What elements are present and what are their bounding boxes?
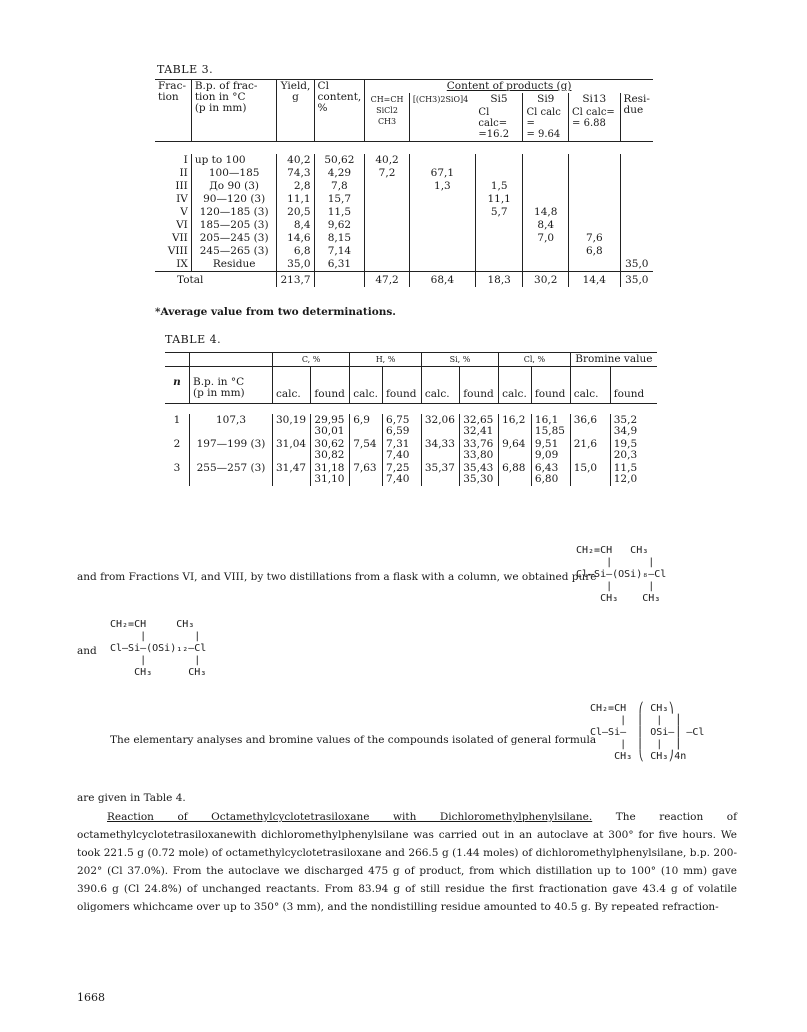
t3-cell-content xyxy=(365,193,410,206)
t4-cell-br-calc: 36,6 xyxy=(570,414,610,438)
t3-cell-content xyxy=(365,232,410,245)
t4-cell-cl-found: 16,1 15,85 xyxy=(531,414,570,438)
t4-header-si-calc: calc. xyxy=(421,367,459,404)
t4-cell-si-calc: 34,33 xyxy=(421,438,459,462)
t3-cell-content xyxy=(475,232,523,245)
t3-cell-content xyxy=(409,258,475,272)
t3-cell-bp: 205—245 (3) xyxy=(191,232,277,245)
t3-cell-bp: Residue xyxy=(191,258,277,272)
t3-cell-cl: 50,62 xyxy=(314,154,365,167)
t3-cell-content xyxy=(620,193,653,206)
t4-cell-cl-found: 6,43 6,80 xyxy=(531,462,570,486)
t3-total-yield: 213,7 xyxy=(277,272,314,288)
t3-cell-content xyxy=(523,167,569,180)
t3-header-siloxane: [(CH3)2SiO]4 xyxy=(412,95,469,104)
t3-total-c6: 35,0 xyxy=(620,272,653,288)
and-word: and xyxy=(77,645,97,657)
reaction-heading: Reaction of Octamethylcyclotetrasiloxane with Dichloromethylphenylsilane. xyxy=(107,811,593,823)
t4-cell-br-calc: 15,0 xyxy=(570,462,610,486)
t3-row xyxy=(155,206,653,219)
t3-cell-content xyxy=(409,219,475,232)
t3-header-residue: Resi- due xyxy=(620,93,653,142)
t3-cell-content xyxy=(620,180,653,193)
t4-header-h-calc: calc. xyxy=(350,367,383,404)
t3-row xyxy=(155,180,653,193)
t3-cell-content xyxy=(409,193,475,206)
t3-cell-content: 67,1 xyxy=(409,167,475,180)
t4-cell-cl-found: 9,51 9,09 xyxy=(531,438,570,462)
t3-total-c5: 14,4 xyxy=(569,272,621,288)
t3-cell-content xyxy=(620,167,653,180)
table3 xyxy=(155,79,653,287)
t3-cell-content xyxy=(475,245,523,258)
t4-header-c: C, % xyxy=(273,353,350,367)
t4-cell-cl-calc: 16,2 xyxy=(499,414,532,438)
fractions-sentence: and from Fractions VI, and VIII, by two distillations from a flask with a column, we obtained pure xyxy=(77,571,597,583)
t3-cell-content xyxy=(523,193,569,206)
t4-cell-br-found: 11,5 12,0 xyxy=(610,462,657,486)
t3-cell-content xyxy=(475,167,523,180)
t4-cell-h-calc: 7,54 xyxy=(350,438,383,462)
t4-cell-n: 3 xyxy=(173,462,181,474)
t4-cell-h-calc: 7,63 xyxy=(350,462,383,486)
t3-cell-bp: 120—185 (3) xyxy=(191,206,277,219)
formula-general: CH₂=CH ⎛ CH₃⎞ | ⎜ | ⎟ Cl—Si— ⎜ OSi—⎟ —Cl | ⎜ | ⎟ CH₃ ⎝ CH₃⎠4n xyxy=(590,703,705,762)
t3-cell-content: 5,7 xyxy=(475,206,523,219)
t3-cell-bp: 185—205 (3) xyxy=(191,219,277,232)
t3-cell-content xyxy=(620,206,653,219)
t3-cell-content xyxy=(409,154,475,167)
t4-cell-si-calc: 35,37 xyxy=(421,462,459,486)
t3-cell-frac: IV xyxy=(176,193,188,205)
table4 xyxy=(165,352,657,486)
t3-header-ch3: CH3 xyxy=(377,117,397,126)
t3-cell-frac: VIII xyxy=(167,245,188,257)
t4-row xyxy=(165,438,657,462)
t3-header-yield: Yield, g xyxy=(277,80,314,142)
t4-header-si-found: found xyxy=(460,367,499,404)
t4-header-br-calc: calc. xyxy=(570,367,610,404)
t3-row xyxy=(155,232,653,245)
t4-cell-si-found: 32,65 32,41 xyxy=(460,414,499,438)
t3-cell-yield: 35,0 xyxy=(277,258,314,272)
t4-cell-h-calc: 6,9 xyxy=(350,414,383,438)
t3-header-si5: Si5 xyxy=(490,93,508,105)
t3-cell-yield: 74,3 xyxy=(277,167,314,180)
table4-caption: TABLE 4. xyxy=(165,333,222,346)
t3-cell-content: 7,0 xyxy=(523,232,569,245)
t4-cell-si-found: 33,76 33,80 xyxy=(460,438,499,462)
t3-cell-content xyxy=(365,206,410,219)
t3-cell-content: 40,2 xyxy=(365,154,410,167)
t3-cell-bp: 90—120 (3) xyxy=(191,193,277,206)
t3-cell-yield: 6,8 xyxy=(277,245,314,258)
t3-total-c4: 30,2 xyxy=(523,272,569,288)
t3-cell-content xyxy=(569,258,621,272)
t3-footnote: *Average value from two determinations. xyxy=(155,306,396,318)
t3-cell-frac: IX xyxy=(176,258,188,270)
t3-header-si9: Si9 xyxy=(537,93,555,105)
t3-cell-cl: 6,31 xyxy=(314,258,365,272)
t3-cell-yield: 14,6 xyxy=(277,232,314,245)
t4-cell-h-found: 6,75 6,59 xyxy=(383,414,422,438)
t3-cell-content: 1,5 xyxy=(475,180,523,193)
t3-cell-content xyxy=(620,232,653,245)
t3-cell-content xyxy=(569,154,621,167)
t3-cell-cl: 9,62 xyxy=(314,219,365,232)
t3-header-chch: CH=CH xyxy=(370,95,404,104)
formula-si12: CH₂=CH CH₃ | | Cl—Si—(OSi)₁₂—Cl | | CH₃ CH₃ xyxy=(110,619,207,678)
t4-cell-bp: 107,3 xyxy=(190,414,273,438)
t3-header-clcalc-688: Cl calc= = 6.88 xyxy=(569,106,621,142)
t3-cell-frac: V xyxy=(180,206,188,218)
t4-header-si: Si, % xyxy=(421,353,498,367)
t3-cell-content xyxy=(523,245,569,258)
t3-cell-content xyxy=(523,258,569,272)
t4-cell-c-found: 31,18 31,10 xyxy=(311,462,350,486)
t3-cell-content xyxy=(569,180,621,193)
t4-cell-si-found: 35,43 35,30 xyxy=(460,462,499,486)
t4-row xyxy=(165,462,657,486)
t4-cell-br-found: 19,5 20,3 xyxy=(610,438,657,462)
t3-cell-content xyxy=(365,219,410,232)
formula-si8: CH₂=CH CH₃ | | Cl—Si—(OSi)₈—Cl | | CH₃ CH₃ xyxy=(576,545,667,604)
table3-caption: TABLE 3. xyxy=(157,63,214,76)
t3-cell-cl: 8,15 xyxy=(314,232,365,245)
t4-cell-si-calc: 32,06 xyxy=(421,414,459,438)
t3-row xyxy=(155,258,653,272)
t4-header-bp: B.p. in °C (p in mm) xyxy=(190,367,273,404)
t3-cell-yield: 20,5 xyxy=(277,206,314,219)
t3-cell-frac: VI xyxy=(176,219,188,231)
t4-cell-br-calc: 21,6 xyxy=(570,438,610,462)
t3-cell-content: 8,4 xyxy=(523,219,569,232)
t3-cell-content xyxy=(620,219,653,232)
t3-cell-content: 1,3 xyxy=(409,180,475,193)
t3-header-bp: B.p. of frac- tion in °C (p in mm) xyxy=(191,80,277,142)
t3-cell-content xyxy=(475,219,523,232)
t4-header-cl: Cl, % xyxy=(499,353,571,367)
t4-header-c-found: found xyxy=(311,367,350,404)
t3-header-sicl: SiCl2 xyxy=(376,106,398,115)
t4-header-n: n xyxy=(173,376,181,388)
t3-cell-content xyxy=(523,154,569,167)
t4-cell-br-found: 35,2 34,9 xyxy=(610,414,657,438)
t3-cell-content xyxy=(409,206,475,219)
t3-cell-content: 35,0 xyxy=(620,258,653,272)
t3-total-c1: 47,2 xyxy=(365,272,410,288)
t4-header-bromine: Bromine value xyxy=(570,353,657,367)
t3-cell-cl: 7,8 xyxy=(314,180,365,193)
t3-header-cl: Cl content, % xyxy=(314,80,365,142)
t3-cell-bp: 100—185 xyxy=(191,167,277,180)
t3-cell-cl: 7,14 xyxy=(314,245,365,258)
t3-cell-content xyxy=(569,167,621,180)
t3-total-c2: 68,4 xyxy=(409,272,475,288)
t3-row xyxy=(155,219,653,232)
t3-cell-bp: 245—265 (3) xyxy=(191,245,277,258)
t3-cell-cl: 15,7 xyxy=(314,193,365,206)
t3-cell-content xyxy=(409,232,475,245)
t3-header-clcalc-162: Cl calc= =16.2 xyxy=(478,107,510,140)
t3-cell-frac: VII xyxy=(171,232,188,244)
t3-cell-cl: 4,29 xyxy=(314,167,365,180)
t3-cell-frac: I xyxy=(183,154,188,166)
t3-cell-content xyxy=(475,154,523,167)
t4-cell-c-calc: 31,47 xyxy=(273,462,311,486)
t4-row xyxy=(165,414,657,438)
t4-cell-bp: 197—199 (3) xyxy=(190,438,273,462)
t3-header-content: Content of products (g) xyxy=(446,80,572,92)
reaction-body: The reaction of octamethylcyclotetrasiloxanewith dichloromethylphenylsilane was carried out in an autoclave at 300° for five hours. We took 221.5 g (0.72 mole) of octamethylcyclotetrasiloxane and 266.5 g (1.44 moles) of dichloromethylphenylsilane, b.p. 200-202° (Cl 37.0%). From the autoclave we discharged 475 g of product, from which distillation up to 100° (10 mm) gave 390.6 g (Cl 24.8%) of unchanged reactants. From 83.94 g of still residue the first fractionation gave 43.4 g of volatile oligomers whichcame over up to 350° (3 mm), and the nondistilling residue amounted to 40.5 g. By repeated refraction- xyxy=(77,811,737,913)
t3-row xyxy=(155,245,653,258)
t3-cell-content: 7,2 xyxy=(365,167,410,180)
t3-total-c3: 18,3 xyxy=(475,272,523,288)
t3-cell-bp: up to 100 xyxy=(191,154,277,167)
t4-cell-n: 1 xyxy=(173,414,181,426)
t3-cell-content xyxy=(569,206,621,219)
t3-cell-yield: 11,1 xyxy=(277,193,314,206)
t3-header-fraction: Frac- tion xyxy=(158,80,186,103)
t3-cell-content xyxy=(620,245,653,258)
t3-cell-content xyxy=(620,154,653,167)
t3-row xyxy=(155,193,653,206)
t4-cell-n: 2 xyxy=(173,438,181,450)
t3-cell-content xyxy=(569,193,621,206)
t3-cell-content xyxy=(475,258,523,272)
t4-cell-c-found: 30,62 30,82 xyxy=(311,438,350,462)
t3-cell-content xyxy=(409,245,475,258)
t3-cell-bp: До 90 (3) xyxy=(191,180,277,193)
t4-header-br-found: found xyxy=(610,367,657,404)
page-number: 1668 xyxy=(77,991,105,1004)
t4-cell-c-found: 29,95 30,01 xyxy=(311,414,350,438)
t4-header-c-calc: calc. xyxy=(273,367,311,404)
t3-cell-content: 11,1 xyxy=(475,193,523,206)
t4-cell-bp: 255—257 (3) xyxy=(190,462,273,486)
t3-cell-frac: II xyxy=(179,167,188,179)
t4-header-h-found: found xyxy=(383,367,422,404)
t4-body xyxy=(165,414,657,486)
t3-cell-content xyxy=(523,180,569,193)
t4-cell-h-found: 7,31 7,40 xyxy=(383,438,422,462)
t3-body xyxy=(155,154,653,272)
t3-cell-content xyxy=(569,219,621,232)
t3-cell-content xyxy=(365,245,410,258)
t4-cell-c-calc: 30,19 xyxy=(273,414,311,438)
t3-cell-content xyxy=(365,180,410,193)
reaction-paragraph xyxy=(77,808,737,916)
t3-header-clcalc-964: Cl calc = = 9.64 xyxy=(523,106,569,142)
t3-cell-cl: 11,5 xyxy=(314,206,365,219)
t4-header-h: H, % xyxy=(350,353,422,367)
t3-header-si13: Si13 xyxy=(582,93,607,105)
t3-total-label: Total xyxy=(177,274,204,286)
t3-row xyxy=(155,167,653,180)
t4-header-cl-calc: calc. xyxy=(499,367,532,404)
t3-cell-yield: 40,2 xyxy=(277,154,314,167)
t4-cell-cl-calc: 9,64 xyxy=(499,438,532,462)
t3-cell-frac: III xyxy=(175,180,188,192)
t4-cell-c-calc: 31,04 xyxy=(273,438,311,462)
given-in-table: are given in Table 4. xyxy=(77,792,186,804)
t3-cell-content xyxy=(365,258,410,272)
t4-cell-cl-calc: 6,88 xyxy=(499,462,532,486)
elementary-sentence: The elementary analyses and bromine values of the compounds isolated of general formula xyxy=(110,734,597,746)
t3-cell-yield: 2,8 xyxy=(277,180,314,193)
t3-cell-yield: 8,4 xyxy=(277,219,314,232)
t3-cell-content: 7,6 xyxy=(569,232,621,245)
t4-cell-h-found: 7,25 7,40 xyxy=(383,462,422,486)
t3-cell-content: 14,8 xyxy=(523,206,569,219)
t3-row xyxy=(155,154,653,167)
t3-cell-content: 6,8 xyxy=(569,245,621,258)
t4-header-cl-found: found xyxy=(531,367,570,404)
